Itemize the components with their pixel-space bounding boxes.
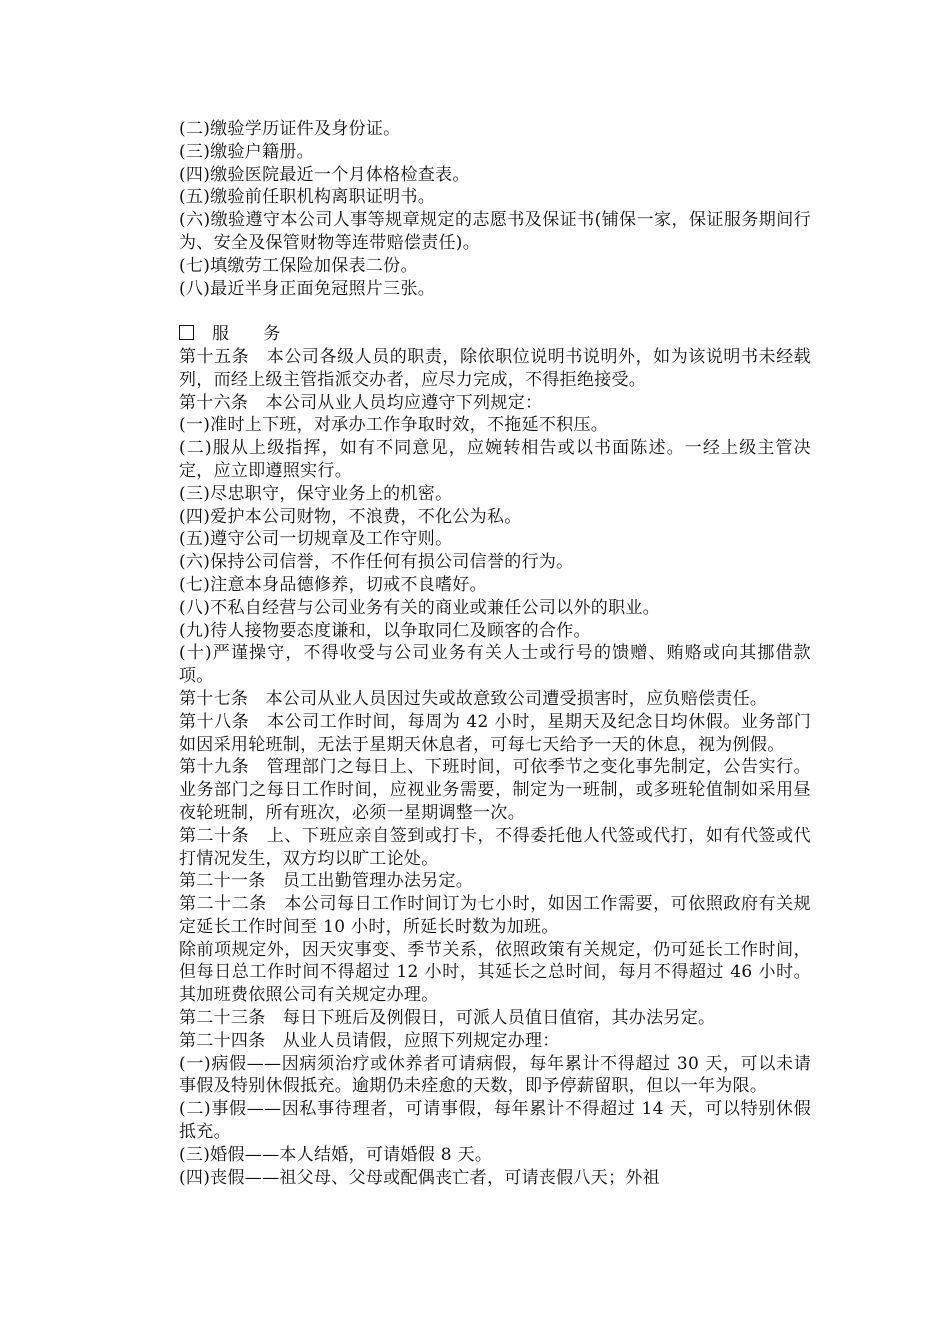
paragraph: (三)缴验户籍册。 [179,141,314,162]
article-19: 第十九条 管理部门之每日上、下班时间，可依季节之变化事先制定，公告实行。业务部门之每日工作时间，应视业务需要，制定为一班制，或多班轮值制如采用昼夜轮班制，所有班次，必须一星期调整一次。 [179,757,811,823]
list-item: (十)严谨操守，不得收受与公司业务有关人士或行号的馈赠、贿赂或向其挪借款项。 [179,643,811,687]
paragraph: (四)缴验医院最近一个月体格检查表。 [179,164,470,185]
article-20: 第二十条 上、下班应亲自签到或打卡，不得委托他人代签或代打，如有代签或代打情况发生，双方均以旷工论处。 [179,825,811,869]
list-item: (六)保持公司信誉，不作任何有损公司信誉的行为。 [179,552,574,573]
article-23: 第二十三条 每日下班后及例假日，可派人员值日值宿，其办法另定。 [179,1008,716,1029]
list-item: (二)服从上级指挥，如有不同意见，应婉转相告或以书面陈述。一经上级主管决定，应立即遵照实行。 [179,438,811,481]
paragraph: (二)缴验学历证件及身份证。 [179,119,401,139]
list-item: (三)尽忠职守，保守业务上的机密。 [179,483,453,504]
paragraph: (五)缴验前任职机构离职证明书。 [179,187,436,208]
list-item: (四)丧假——祖父母、父母或配偶丧亡者，可请丧假八天；外祖 [179,1167,660,1188]
heading-char: 服 [212,324,230,345]
paragraph: (七)填缴劳工保险加保表二份。 [179,255,418,276]
list-item: (三)婚假——本人结婚，可请婚假 8 天。 [179,1144,493,1165]
article-15: 第十五条 本公司各级人员的职责，除依职位说明书说明外，如为该说明书未经载列，而经上级主管指派交办者，应尽力完成，不得拒绝接受。 [179,346,811,390]
list-item: (二)事假——因私事待理者，可请事假，每年累计不得超过 14 天，可以特别休假抵充。 [179,1099,811,1143]
list-item: (五)遵守公司一切规章及工作守则。 [179,529,453,550]
paragraph: (八)最近半身正面免冠照片三张。 [179,278,436,299]
spacer [179,300,811,323]
list-item: (四)爱护本公司财物，不浪费，不化公为私。 [179,506,522,527]
list-item: (一)病假——因病须治疗或休养者可请病假，每年累计不得超过 30 天，可以未请事假及特别休假抵充。逾期仍未痊愈的天数，即予停薪留职，但以一年为限。 [179,1053,811,1097]
paragraph: 除前项规定外，因天灾事变、季节关系，依照政策有关规定，仍可延长工作时间，但每日总工作时间不得超过 12 小时，其延长之总时间，每月不得超过 46 小时。其加班费依照公司有关规定办理。 [179,939,811,1006]
heading-char: 务 [263,324,281,345]
list-item: (一)准时上下班，对承办工作争取时效，不拖延不积压。 [179,415,609,436]
document-body [179,118,811,1189]
list-item: (七)注意本身品德修养，切戒不良嗜好。 [179,574,487,595]
article-17: 第十七条 本公司从业人员因过失或故意致公司遭受损害时，应负赔偿责任。 [179,688,768,709]
article-22: 第二十二条 本公司每日工作时间订为七小时，如因工作需要，可依照政府有关规定延长工作时间至 10 小时，所延长时数为加班。 [179,894,811,937]
checkbox-square-icon [179,325,194,340]
list-item: (九)待人接物要态度谦和，以争取同仁及顾客的合作。 [179,620,591,641]
list-item: (八)不私自经营与公司业务有关的商业或兼任公司以外的职业。 [179,597,660,618]
article-16: 第十六条 本公司从业人员均应遵守下列规定： [179,392,543,413]
article-24: 第二十四条 从业人员请假，应照下列规定办理： [179,1030,560,1051]
article-18: 第十八条 本公司工作时间，每周为 42 小时，星期天及纪念日均休假。业务部门如因采用轮班制，无法于星期天休息者，可每七天给予一天的休息，视为例假。 [179,711,811,755]
paragraph: (六)缴验遵守本公司人事等规章规定的志愿书及保证书(铺保一家，保证服务期间行为、安全及保管财物等连带赔偿责任)。 [179,210,811,253]
section-heading [179,323,811,346]
article-21: 第二十一条 员工出勤管理办法另定。 [179,871,474,892]
